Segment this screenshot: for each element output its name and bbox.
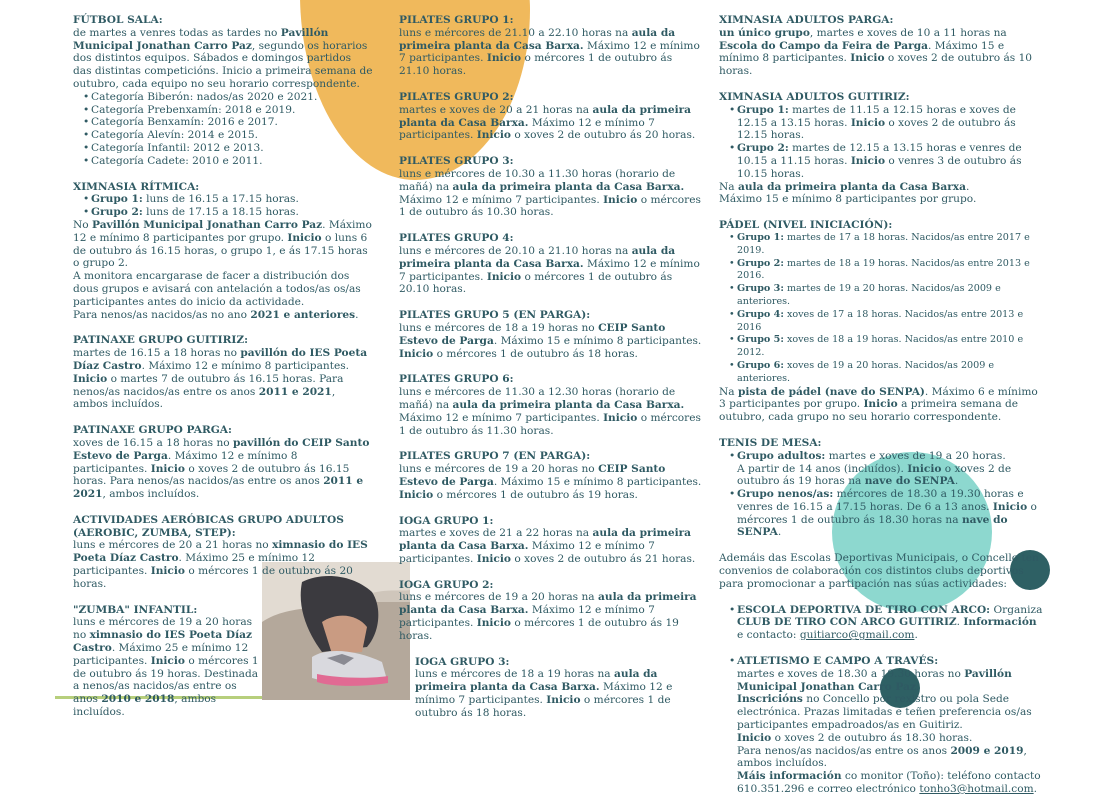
- club-list: [719, 604, 1044, 642]
- section-title: PILATES GRUPO 1:: [399, 14, 514, 26]
- ioga-grupo-3-section: [415, 656, 705, 720]
- list-item: • Categoría Biberón: nados/as 2020 e 2021.: [83, 91, 373, 104]
- section-title: IOGA GRUPO 2:: [399, 578, 494, 591]
- list-item: • Grupo 4: xoves de 17 a 18 horas. Nacidos/as entre 2013 e 2016: [729, 309, 1044, 335]
- section-text: martes de 16.15 a 18 horas no pavillón do IES Poeta Díaz Castro. Máximo 12 e mínimo 8 participantes. Inicio o martes 7 de outubro ás 16.15 horas. Para nenos/as nacidos/as entre os anos 2011 e 2021, ambos incluídos.: [73, 347, 368, 411]
- section-title: PILATES GRUPO 7 (EN PARGA):: [399, 450, 591, 463]
- section-text: luns e mércores de 18 a 19 horas no CEIP Santo Estevo de Parga. Máximo 15 e mínimo 8 participantes. Inicio o mércores 1 de outubro ás 18 horas.: [399, 321, 702, 360]
- column-left: [73, 14, 373, 732]
- column-middle: [399, 14, 705, 733]
- pilates-grupo-7-section: [399, 450, 705, 501]
- list-item: • Grupo 5: xoves de 18 a 19 horas. Nacidos/as entre 2010 e 2012.: [729, 334, 1044, 360]
- section-title: IOGA GRUPO 3:: [415, 655, 510, 668]
- section-text: luns e mércores de 11.30 a 12.30 horas (horario de mañá) na aula da primeira planta da Casa Barxa. Máximo 12 e mínimo 7 participantes. Inicio o mércores 1 de outubro ás 11.30 horas.: [399, 386, 701, 437]
- section-text: A monitora encargarase de facer a distribución dos dous grupos e avisará con antelación a todos/as os/as participantes antes do inicio da actividade.: [73, 270, 361, 308]
- section-text: Máximo 15 e mínimo 8 participantes por grupo.: [719, 193, 977, 206]
- list-item: • Grupo 1: martes de 17 a 18 horas. Nacidos/as entre 2017 e 2019.: [729, 232, 1044, 258]
- section-text: luns e mércores de 19 a 20 horas no ximnasio do IES Poeta Díaz Castro. Máximo 25 e mínimo 12 participantes. Inicio o mércores 1 de outubro ás 19 horas. Destinada a nenos/as nacidos/as entre os anos 2010 e 2018, ambos incluídos.: [73, 616, 259, 719]
- padel-section: [719, 219, 1044, 424]
- section-title: PILATES GRUPO 6:: [399, 373, 514, 386]
- atletismo-section: [719, 655, 1044, 796]
- section-text: luns e mércores de 21.10 a 22.10 horas na aula da primeira planta da Casa Barxa. Máximo 12 e mínimo 7 participantes. Inicio o mércores 1 de outubro ás 21.10 horas.: [399, 26, 700, 78]
- section-title: "ZUMBA" INFANTIL:: [73, 603, 198, 616]
- list-item: • Grupo 2: martes de 18 a 19 horas. Nacidos/as entre 2013 e 2016.: [729, 258, 1044, 284]
- section-text: luns e mércores de 20 a 21 horas no ximnasio do IES Poeta Díaz Castro. Máximo 25 e mínimo 12 participantes. Inicio o mércores 1 de outubro ás 20 horas.: [73, 539, 368, 590]
- section-text: luns e mércores de 19 a 20 horas no CEIP Santo Estevo de Parga. Máximo 15 e mínimo 8 participantes. Inicio o mércores 1 de outubro ás 19 horas.: [399, 463, 702, 501]
- section-text: Para nenos/as nacidos/as no ano 2021 e anteriores.: [73, 308, 359, 321]
- section-title: IOGA GRUPO 1:: [399, 514, 494, 527]
- group-list: [719, 104, 1044, 181]
- club-list: [719, 655, 1044, 796]
- list-item: • Grupo 3: martes de 19 a 20 horas. Nacidos/as 2009 e anteriores.: [729, 283, 1044, 309]
- patinaxe-parga-section: [73, 424, 373, 501]
- list-item: • Categoría Benxamín: 2016 e 2017.: [83, 116, 373, 129]
- pilates-grupo-6-section: [399, 373, 705, 437]
- section-text: luns e mércores de 19 a 20 horas na aula da primeira planta da Casa Barxa. Máximo 12 e mínimo 7 participantes. Inicio o mércores 1 de outubro ás 19 horas.: [399, 591, 697, 642]
- pilates-grupo-5-section: [399, 309, 705, 360]
- section-title: TENIS DE MESA:: [719, 436, 822, 449]
- list-item: • ESCOLA DEPORTIVA DE TIRO CON ARCO: Organiza CLUB DE TIRO CON ARCO GUITIRIZ. Información e contacto: guitiarco@gmail.com.: [729, 604, 1044, 642]
- list-item: • Grupo 1: martes de 11.15 a 12.15 horas e xoves de 12.15 a 13.15 horas. Inicio o xoves 2 de outubro ás 12.15 horas.: [729, 104, 1044, 142]
- section-text: martes e xoves de 21 a 22 horas na aula da primeira planta da Casa Barxa. Máximo 12 e mínimo 7 participantes. Inicio o xoves 2 de outubro ás 21 horas.: [399, 527, 696, 565]
- section-text: xoves de 16.15 a 18 horas no pavillón do CEIP Santo Estevo de Parga. Máximo 12 e mínimo 8 participantes. Inicio o xoves 2 de outubro ás 16.15 horas. Para nenos/as nacidos/as entre os anos 2011 e 2021, ambos incluídos.: [73, 436, 370, 501]
- list-item: • Grupo 1: luns de 16.15 a 17.15 horas.: [83, 193, 373, 206]
- list-item: • Grupo adultos: martes e xoves de 19 a 20 horas. A partir de 14 anos (incluídos). Inicio o xoves 2 de outubro ás 19 horas na nave do SENPA.: [729, 450, 1044, 488]
- section-text: No Pavillón Municipal Jonathan Carro Paz. Máximo 12 e mínimo 8 participantes por grupo. Inicio o luns 6 de outubro ás 16.15 horas, o grupo 1, e ás 17.15 horas o grupo 2.: [73, 218, 372, 270]
- pilates-grupo-3-section: [399, 155, 705, 219]
- section-text: un único grupo, martes e xoves de 10 a 11 horas na Escola do Campo da Feira de Parga. Máximo 15 e mínimo 8 participantes. Inicio o xoves 2 de outubro ás 10 horas.: [719, 26, 1033, 78]
- list-item: • ATLETISMO E CAMPO A TRAVÉS: martes e xoves de 18.30 a 19.30 horas no Pavillón Municipal Jonathan Carro Paz. Inscricións no Concello por rexistro ou pola Sede electrónica. Prazas limitadas e teñen preferencia os/as participantes empadroados/as en Guitiriz. Inicio o xoves 2 de outubro ás 18.30 horas. Para nenos/as nacidos/as entre os anos 2009 e 2019, ambos incluídos. Máis información co monitor (Toño): teléfono contacto 610.351.296 e correo electrónico tonho3@hotmail.com.: [729, 655, 1044, 796]
- list-item: • Categoría Cadete: 2010 e 2011.: [83, 155, 373, 168]
- tenis-de-mesa-section: [719, 437, 1044, 539]
- section-text: Na pista de pádel (nave do SENPA). Máximo 6 e mínimo 3 participantes por grupo. Inicio a primeira semana de outubro, cada grupo no seu horario correspondente.: [719, 385, 1038, 424]
- section-text: luns e mércores de 18 a 19 horas na aula da primeira planta da Casa Barxa. Máximo 12 e mínimo 7 participantes. Inicio o mércores 1 de outubro ás 18 horas.: [415, 668, 673, 719]
- ioga-grupo-1-section: [399, 515, 705, 566]
- section-title: FÚTBOL SALA:: [73, 14, 163, 26]
- pilates-grupo-1-section: [399, 14, 705, 78]
- section-title: ACTIVIDADES AERÓBICAS GRUPO ADULTOS (AEROBIC, ZUMBA, STEP):: [73, 513, 344, 539]
- category-list: [73, 91, 373, 168]
- convenios-intro: Ademáis das Escolas Deportivas Municipais, o Concello ten convenios de colaboración cos distintos clubs deportivos para promocionar a partipación nas súas actividades:: [719, 552, 1039, 590]
- section-title: PÁDEL (NIVEL INICIACIÓN):: [719, 219, 893, 232]
- section-text: luns e mércores de 10.30 a 11.30 horas (horario de mañá) na aula da primeira planta da Casa Barxa. Máximo 12 e mínimo 7 participantes. Inicio o mércores 1 de outubro ás 10.30 horas.: [399, 167, 701, 219]
- email-link[interactable]: tonho3@hotmail.com: [919, 783, 1034, 796]
- ximnasia-ritmica-section: [73, 181, 373, 322]
- tiro-con-arco-section: [719, 604, 1044, 642]
- section-title: PATINAXE GRUPO PARGA:: [73, 424, 232, 437]
- list-item: • Grupo 2: martes de 12.15 a 13.15 horas e venres de 10.15 a 11.15 horas. Inicio o venres 3 de outubro ás 10.15 horas.: [729, 142, 1044, 180]
- ximnasia-adultos-guitiriz-section: [719, 91, 1044, 206]
- section-title: PILATES GRUPO 3:: [399, 155, 514, 168]
- email-link[interactable]: guitiarco@gmail.com: [799, 629, 915, 642]
- list-item: • Categoría Infantil: 2012 e 2013.: [83, 142, 373, 155]
- section-title: XIMNASIA ADULTOS PARGA:: [719, 14, 894, 26]
- section-title: PILATES GRUPO 5 (EN PARGA):: [399, 309, 591, 322]
- ximnasia-adultos-parga-section: [719, 14, 1044, 78]
- list-item: • Grupo nenos/as: mércores de 18.30 a 19.30 horas e venres de 16.15 a 17.15 horas. De 6 a 13 anos. Inicio o mércores 1 de outubro ás 18.30 horas na nave do SENPA.: [729, 488, 1044, 539]
- group-list: [719, 450, 1044, 540]
- group-list: [719, 232, 1044, 386]
- list-item: • Categoría Alevín: 2014 e 2015.: [83, 129, 373, 142]
- futbol-sala-section: [73, 14, 373, 168]
- list-item: • Grupo 6: xoves de 19 a 20 horas. Nacidos/as 2009 e anteriores.: [729, 360, 1044, 386]
- pilates-grupo-2-section: [399, 91, 705, 142]
- section-title: XIMNASIA ADULTOS GUITIRIZ:: [719, 90, 910, 103]
- column-right: [719, 14, 1044, 809]
- pilates-grupo-4-section: [399, 232, 705, 296]
- list-item: • Grupo 2: luns de 17.15 a 18.15 horas.: [83, 206, 373, 219]
- section-title: PATINAXE GRUPO GUITIRIZ:: [73, 334, 249, 347]
- section-title: PILATES GRUPO 2:: [399, 90, 514, 103]
- patinaxe-guitiriz-section: [73, 334, 373, 411]
- section-text: de martes a venres todas as tardes no Pavillón Municipal Jonathan Carro Paz, segundo os horarios dos distintos equipos. Sábados e domingos partidos das distintas competicións. Inicio a primeira semana de outubro, cada equipo no seu horario correspondente.: [73, 26, 373, 90]
- ioga-grupo-2-section: [399, 579, 705, 643]
- section-title: XIMNASIA RÍTMICA:: [73, 180, 200, 193]
- section-text: luns e mércores de 20.10 a 21.10 horas na aula da primeira planta da Casa Barxa. Máximo 12 e mínimo 7 participantes. Inicio o mércores 1 de outubro ás 20.10 horas.: [399, 244, 700, 296]
- zumba-infantil-section: [73, 604, 263, 719]
- section-text: Na aula da primeira planta da Casa Barxa.: [719, 180, 970, 193]
- section-text: martes e xoves de 20 a 21 horas na aula da primeira planta da Casa Barxa. Máximo 12 e mínimo 7 participantes. Inicio o xoves 2 de outubro ás 20 horas.: [399, 103, 696, 142]
- group-list: [73, 193, 373, 219]
- list-item: • Categoría Prebenxamín: 2018 e 2019.: [83, 104, 373, 117]
- aerobic-section: [73, 514, 373, 591]
- section-title: PILATES GRUPO 4:: [399, 232, 514, 245]
